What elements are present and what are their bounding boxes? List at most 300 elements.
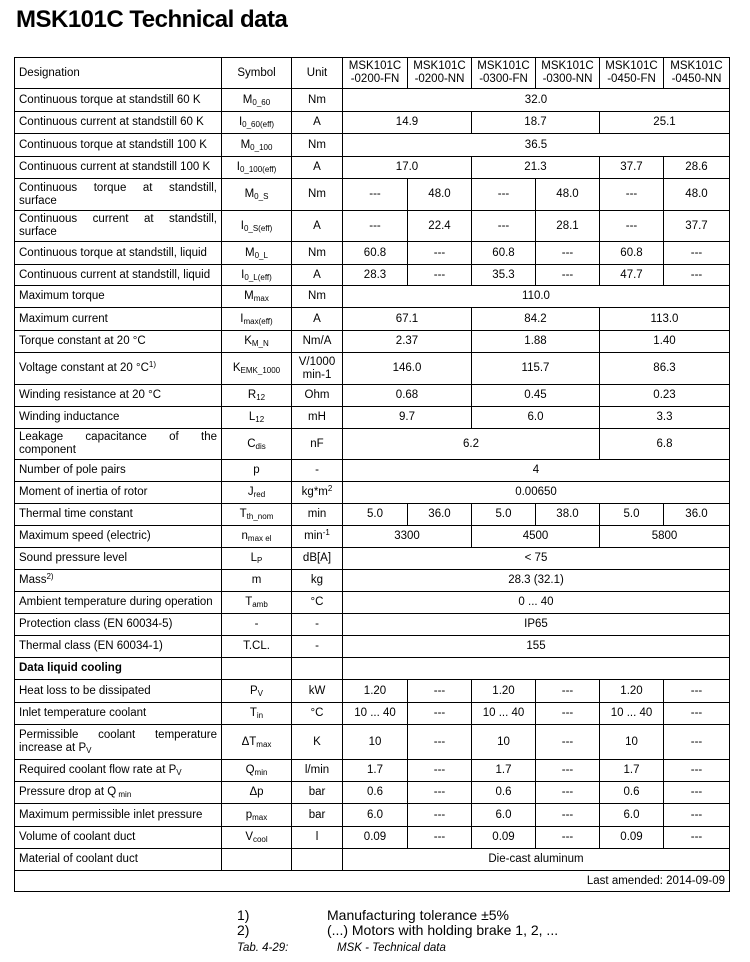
designation-text: Continuous current at standstill 100 K: [19, 161, 211, 173]
row-symbol: [222, 827, 292, 849]
designation-text: Continuous torque at standstill 100 K: [19, 138, 207, 151]
value-cell: ---: [343, 179, 408, 211]
symbol-text: Q: [245, 764, 255, 776]
designation-text: Mass: [19, 574, 47, 586]
row-symbol: [222, 548, 292, 570]
value-cell: ---: [408, 242, 472, 265]
symbol-text: K: [232, 362, 241, 374]
symbol-subscript: 0_100: [250, 142, 273, 152]
unit-text: bar: [308, 808, 326, 821]
table-row: [15, 804, 730, 827]
footnotes: [237, 908, 558, 938]
row-symbol: [222, 429, 292, 460]
value-cell: [343, 658, 730, 680]
row-designation: [15, 331, 222, 353]
row-designation: [15, 827, 222, 849]
unit-text: A: [313, 161, 321, 173]
row-unit: [292, 385, 343, 407]
row-symbol: [222, 482, 292, 504]
value-cell: 5.0: [472, 504, 536, 526]
value-cell: ---: [600, 211, 664, 242]
row-designation: [15, 134, 222, 157]
row-unit: [292, 286, 343, 308]
value-cell: 1.7: [600, 760, 664, 782]
symbol-text: M: [240, 138, 251, 151]
symbol-text: T.CL.: [243, 640, 270, 652]
designation-text: Continuous torque at standstill 60 K: [19, 93, 201, 106]
value-cell: ---: [664, 725, 730, 760]
table-row: [15, 407, 730, 429]
caption-text: MSK - Technical data: [337, 942, 446, 954]
symbol-text: L: [250, 552, 258, 564]
header-model: MSK101C -0200-NN: [408, 58, 472, 89]
value-cell: ---: [600, 179, 664, 211]
row-unit: [292, 89, 343, 112]
row-unit: [292, 265, 343, 286]
symbol-subscript: P: [257, 556, 263, 565]
row-symbol: [222, 504, 292, 526]
row-unit: [292, 614, 343, 636]
row-symbol: [222, 385, 292, 407]
symbol-subscript: max: [252, 812, 268, 822]
row-designation: [15, 286, 222, 308]
designation-text: Protection class (EN 60034-5): [19, 618, 173, 630]
row-designation: [15, 179, 222, 211]
unit-text: Nm: [308, 138, 326, 151]
table-row: [15, 157, 730, 179]
value-cell: ---: [664, 782, 730, 804]
table-row: [15, 353, 730, 385]
symbol-subscript: 0_60: [252, 97, 271, 107]
unit-text: -: [315, 618, 319, 630]
footnote-key: 1): [237, 907, 250, 923]
row-designation: [15, 570, 222, 592]
row-unit: [292, 782, 343, 804]
designation-text: Thermal time constant: [19, 508, 133, 520]
designation-text: Volume of coolant duct: [19, 831, 136, 843]
value-cell: 35.3: [472, 265, 536, 286]
row-unit: [292, 548, 343, 570]
table-row: [15, 614, 730, 636]
symbol-text: ΔT: [241, 735, 257, 748]
value-cell: 28.1: [536, 211, 600, 242]
designation-text: Moment of inertia of rotor: [19, 486, 148, 498]
row-designation: [15, 242, 222, 265]
table-row: [15, 242, 730, 265]
row-symbol: [222, 526, 292, 548]
row-designation: [15, 460, 222, 482]
value-cell: 110.0: [343, 286, 730, 308]
row-unit: [292, 804, 343, 827]
value-cell: 1.20: [343, 680, 408, 703]
row-designation: [15, 592, 222, 614]
value-cell: 28.3: [343, 265, 408, 286]
row-unit: [292, 725, 343, 760]
footnote: [237, 923, 558, 938]
row-designation: [15, 614, 222, 636]
value-cell: ---: [536, 782, 600, 804]
row-designation: [15, 482, 222, 504]
unit-text: K: [313, 735, 321, 748]
symbol-text: Δp: [249, 786, 264, 798]
table-row: [15, 526, 730, 548]
value-cell: 4500: [472, 526, 600, 548]
table-row: [15, 504, 730, 526]
value-cell: 17.0: [343, 157, 472, 179]
value-cell: ---: [408, 265, 472, 286]
row-designation: [15, 548, 222, 570]
symbol-text: T: [239, 508, 247, 520]
row-unit: [292, 429, 343, 460]
header-designation: Designation: [15, 58, 222, 89]
row-symbol: [222, 703, 292, 725]
unit-text: dB[A]: [302, 552, 332, 564]
table-row: [15, 782, 730, 804]
table-row: [15, 460, 730, 482]
header-unit: Unit: [292, 58, 343, 89]
value-cell: ---: [536, 265, 600, 286]
designation-text: Winding inductance: [19, 411, 120, 423]
value-cell: 32.0: [343, 89, 730, 112]
row-unit: [292, 112, 343, 134]
row-designation: [15, 407, 222, 429]
value-cell: 5800: [600, 526, 730, 548]
row-designation: [15, 849, 222, 871]
value-cell: 6.0: [472, 804, 536, 827]
unit-text: min: [307, 508, 327, 520]
value-cell: 0.45: [472, 385, 600, 407]
value-cell: 113.0: [600, 308, 730, 331]
table-row: [15, 286, 730, 308]
symbol-text: M: [245, 246, 255, 259]
value-cell: ---: [472, 211, 536, 242]
footnote-text: Manufacturing tolerance ±5%: [327, 907, 510, 923]
row-symbol: [222, 782, 292, 804]
symbol-text: V: [245, 831, 253, 843]
row-designation: [15, 157, 222, 179]
table-row: [15, 134, 730, 157]
symbol-subscript: 0_60(eff): [242, 120, 275, 129]
value-cell: ---: [536, 242, 600, 265]
row-unit: [292, 211, 343, 242]
table-row: [15, 570, 730, 592]
symbol-subscript: 0_100(eff): [239, 165, 277, 174]
table-row: [15, 179, 730, 211]
value-cell: 1.20: [600, 680, 664, 703]
row-unit: [292, 407, 343, 429]
unit-text: V/1000 min-1: [298, 355, 336, 381]
row-unit: [292, 134, 343, 157]
value-cell: 10: [343, 725, 408, 760]
row-designation: [15, 353, 222, 385]
table-row: [15, 849, 730, 871]
symbol-text: T: [245, 596, 253, 608]
value-cell: 3.3: [600, 407, 730, 429]
table-row: [15, 592, 730, 614]
row-symbol: [222, 157, 292, 179]
header-model: MSK101C -0300-FN: [472, 58, 536, 89]
value-cell: 5.0: [600, 504, 664, 526]
symbol-text: J: [247, 486, 254, 498]
value-cell: ---: [408, 804, 472, 827]
symbol-subscript: amb: [252, 600, 268, 609]
value-cell: 1.20: [472, 680, 536, 703]
value-cell: 6.0: [600, 804, 664, 827]
row-designation: [15, 680, 222, 703]
row-unit: [292, 242, 343, 265]
value-cell: ---: [536, 680, 600, 703]
row-unit: [292, 570, 343, 592]
table-row: [15, 658, 730, 680]
value-cell: 5.0: [343, 504, 408, 526]
value-cell: 10 ... 40: [472, 703, 536, 725]
unit-text: °C: [310, 707, 324, 719]
symbol-subscript: in: [256, 711, 264, 720]
footnote: [237, 908, 558, 923]
table-row: [15, 331, 730, 353]
value-cell: 14.9: [343, 112, 472, 134]
value-cell: ---: [664, 242, 730, 265]
value-cell: 84.2: [472, 308, 600, 331]
symbol-subscript: max: [253, 294, 269, 303]
designation-text: Required coolant flow rate at P: [19, 764, 177, 776]
row-symbol: [222, 179, 292, 211]
row-symbol: [222, 725, 292, 760]
unit-text: A: [313, 268, 321, 281]
value-cell: 0.09: [600, 827, 664, 849]
unit-text: Nm: [308, 290, 326, 302]
row-symbol: [222, 353, 292, 385]
row-symbol: [222, 658, 292, 680]
unit-text: kg*m: [301, 486, 328, 498]
symbol-text: C: [247, 437, 256, 450]
value-cell: 6.8: [600, 429, 730, 460]
symbol-subscript: max(eff): [243, 316, 273, 326]
symbol-text: M: [244, 188, 255, 200]
unit-text: °C: [310, 596, 324, 608]
header-model: MSK101C -0450-FN: [600, 58, 664, 89]
value-cell: ---: [343, 211, 408, 242]
value-cell: 1.7: [472, 760, 536, 782]
value-cell: 0.6: [600, 782, 664, 804]
unit-text: -: [315, 464, 319, 476]
symbol-subscript: 12: [255, 415, 265, 424]
row-symbol: [222, 308, 292, 331]
table-row: [15, 385, 730, 407]
row-designation: [15, 703, 222, 725]
value-cell: 48.0: [408, 179, 472, 211]
value-cell: 6.0: [472, 407, 600, 429]
designation-text: Voltage constant at 20 °C: [19, 362, 149, 374]
value-cell: 115.7: [472, 353, 600, 385]
table-row: [15, 429, 730, 460]
value-cell: ---: [536, 703, 600, 725]
designation-text: Winding resistance at 20 °C: [19, 389, 162, 401]
value-cell: 48.0: [664, 179, 730, 211]
table-row: [15, 636, 730, 658]
value-cell: ---: [536, 804, 600, 827]
value-cell: 6.2: [343, 429, 600, 460]
row-symbol: [222, 570, 292, 592]
value-cell: 36.0: [664, 504, 730, 526]
value-cell: 10: [600, 725, 664, 760]
value-cell: 21.3: [472, 157, 600, 179]
symbol-text: M: [242, 93, 253, 106]
unit-text: Nm: [308, 188, 326, 200]
row-unit: [292, 331, 343, 353]
value-cell: 6.0: [343, 804, 408, 827]
symbol-text: T: [249, 707, 257, 719]
value-cell: 36.5: [343, 134, 730, 157]
symbol-subscript: dis: [255, 441, 266, 451]
header-row: [15, 58, 730, 89]
designation-text: Pressure drop at Q: [19, 786, 117, 798]
row-unit: [292, 827, 343, 849]
value-cell: 60.8: [472, 242, 536, 265]
row-symbol: [222, 89, 292, 112]
value-cell: 0.23: [600, 385, 730, 407]
value-cell: ---: [408, 680, 472, 703]
row-designation: [15, 782, 222, 804]
row-unit: [292, 592, 343, 614]
designation-text: Torque constant at 20 °C: [19, 335, 146, 347]
row-unit: [292, 482, 343, 504]
designation-text: Sound pressure level: [19, 552, 128, 564]
value-cell: ---: [664, 760, 730, 782]
row-unit: [292, 308, 343, 331]
value-cell: 0.00650: [343, 482, 730, 504]
designation-text: Continuous current at standstill 60 K: [19, 116, 204, 128]
designation-text: Heat loss to be dissipated: [19, 684, 151, 697]
row-unit: [292, 636, 343, 658]
value-cell: < 75: [343, 548, 730, 570]
row-symbol: [222, 134, 292, 157]
value-cell: ---: [408, 703, 472, 725]
symbol-text: L: [248, 411, 256, 423]
designation-text: Data liquid cooling: [19, 662, 122, 674]
table-row: [15, 112, 730, 134]
row-symbol: [222, 849, 292, 871]
unit-text: kg: [310, 574, 324, 586]
value-cell: 10 ... 40: [600, 703, 664, 725]
row-symbol: [222, 614, 292, 636]
value-cell: 22.4: [408, 211, 472, 242]
footnote-key: 2): [237, 922, 250, 938]
technical-data-table: [14, 57, 730, 892]
row-symbol: [222, 286, 292, 308]
value-cell: 1.7: [343, 760, 408, 782]
unit-text: Nm: [308, 93, 326, 106]
unit-text: l/min: [304, 764, 330, 776]
symbol-subscript: cool: [252, 835, 268, 844]
value-cell: 86.3: [600, 353, 730, 385]
designation-text: Continuous current at standstill, liquid: [19, 268, 211, 281]
value-cell: 0.09: [343, 827, 408, 849]
designation-text: Continuous current at standstill, surface: [19, 213, 217, 238]
designation-text: Material of coolant duct: [19, 853, 138, 865]
designation-subscript: min: [116, 790, 132, 799]
row-unit: [292, 157, 343, 179]
value-cell: IP65: [343, 614, 730, 636]
symbol-text: I: [240, 219, 244, 232]
row-designation: [15, 760, 222, 782]
header-model: MSK101C -0450-NN: [664, 58, 730, 89]
value-cell: 48.0: [536, 179, 600, 211]
symbol-text: n: [241, 530, 248, 542]
value-cell: ---: [664, 827, 730, 849]
table-row: [15, 680, 730, 703]
table-row: [15, 725, 730, 760]
row-unit: [292, 353, 343, 385]
designation-text: Ambient temperature during operation: [19, 596, 213, 608]
row-symbol: [222, 460, 292, 482]
row-symbol: [222, 331, 292, 353]
value-cell: 9.7: [343, 407, 472, 429]
designation-text: Maximum permissible inlet pressure: [19, 808, 203, 821]
value-cell: 2.37: [343, 331, 472, 353]
row-designation: [15, 804, 222, 827]
symbol-text: M: [244, 290, 254, 302]
value-cell: 1.40: [600, 331, 730, 353]
caption-key: Tab. 4-29:: [237, 942, 289, 954]
value-cell: 1.88: [472, 331, 600, 353]
row-unit: [292, 504, 343, 526]
table-row: [15, 827, 730, 849]
symbol-subscript: red: [253, 490, 266, 499]
header-symbol: Symbol: [222, 58, 292, 89]
footnote-ref: 1): [148, 360, 157, 369]
symbol-subscript: 0_S: [254, 192, 269, 201]
symbol-text: -: [254, 618, 259, 630]
unit-text: Ohm: [304, 389, 330, 401]
designation-text: Inlet temperature coolant: [19, 707, 147, 719]
symbol-text: I: [238, 116, 243, 128]
table-row: [15, 308, 730, 331]
designation-text: Continuous torque at standstill, liquid: [19, 246, 207, 259]
row-unit: [292, 658, 343, 680]
value-cell: ---: [408, 782, 472, 804]
value-cell: 18.7: [472, 112, 600, 134]
row-unit: [292, 703, 343, 725]
symbol-subscript: 0_L(eff): [244, 272, 272, 282]
value-cell: 155: [343, 636, 730, 658]
value-cell: ---: [664, 804, 730, 827]
unit-text: min: [304, 530, 323, 542]
value-cell: 0.68: [343, 385, 472, 407]
row-symbol: [222, 804, 292, 827]
designation-text: Maximum torque: [19, 290, 105, 302]
row-designation: [15, 308, 222, 331]
row-unit: [292, 460, 343, 482]
footnote-ref: 2): [46, 572, 54, 581]
table-row: [15, 760, 730, 782]
unit-text: Nm/A: [302, 335, 332, 347]
last-amended: Last amended: 2014-09-09: [15, 871, 730, 892]
symbol-subscript: 0_L: [254, 250, 268, 260]
symbol-subscript: V: [257, 688, 263, 698]
row-symbol: [222, 242, 292, 265]
symbol-subscript: max: [256, 739, 272, 749]
table-row: [15, 548, 730, 570]
unit-text: nF: [310, 437, 324, 450]
value-cell: 4: [343, 460, 730, 482]
value-cell: 36.0: [408, 504, 472, 526]
value-cell: 28.6: [664, 157, 730, 179]
header-model: MSK101C -0300-NN: [536, 58, 600, 89]
table-row: [15, 703, 730, 725]
table-row: [15, 482, 730, 504]
table-caption: [237, 942, 446, 954]
